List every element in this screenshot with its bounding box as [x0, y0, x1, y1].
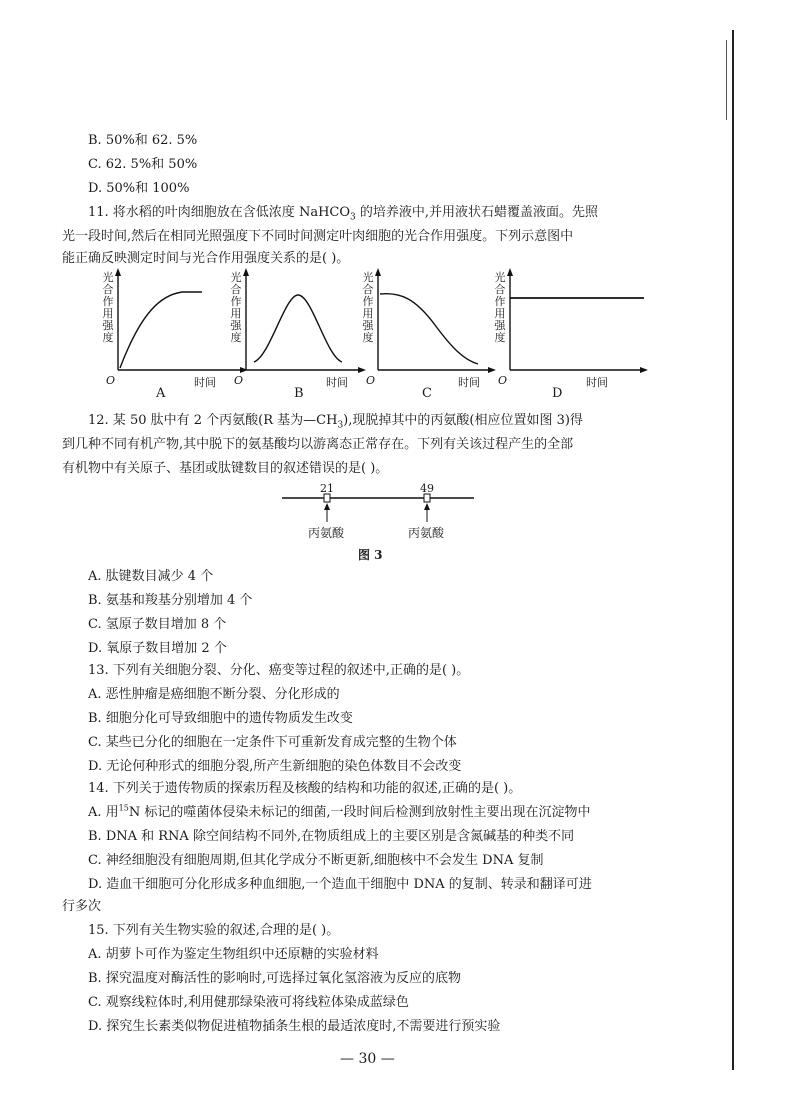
chart-b-xlabel: 时间 — [326, 376, 348, 389]
q15-option-d: D. 探究生长素类似物促进植物插条生根的最适浓度时,不需要进行预实验 — [88, 1019, 501, 1034]
q13-option-a: A. 恶性肿瘤是癌细胞不断分裂、分化形成的 — [88, 687, 340, 702]
prev-option-c: C. 62. 5%和 50% — [88, 157, 198, 172]
q15-stem: 15. 下列有关生物实验的叙述,合理的是( )。 — [88, 923, 340, 938]
chart-b-y-arrow — [243, 268, 249, 276]
figure-3-label-1: 丙氨酸 — [308, 526, 345, 540]
q13-option-b: B. 细胞分化可导致细胞中的遗传物质发生改变 — [88, 711, 353, 726]
chart-d-x-arrow — [640, 367, 648, 373]
figure-3-caption: 图 3 — [358, 548, 383, 562]
q12-stem-line-3: 有机物中有关原子、基团或肽键数目的叙述错误的是( )。 — [62, 461, 389, 476]
chart-c-caption: C — [422, 386, 432, 401]
chart-d-origin: O — [498, 374, 508, 387]
chart-c-xlabel: 时间 — [458, 376, 480, 389]
figure-3-label-2: 丙氨酸 — [408, 526, 445, 540]
figure-3-pos-49: 49 — [420, 482, 434, 495]
chart-d — [494, 270, 654, 402]
q13-option-c: C. 某些已分化的细胞在一定条件下可重新发育成完整的生物个体 — [88, 735, 457, 750]
page-number: — 30 — — [340, 1051, 395, 1067]
chart-a-origin: O — [106, 374, 116, 387]
chart-b-curve — [254, 295, 342, 362]
figure-3-pos-21: 21 — [320, 482, 334, 495]
q13-option-d: D. 无论何种形式的细胞分裂,所产生新细胞的染色体数目不会改变 — [88, 759, 462, 774]
q13-stem: 13. 下列有关细胞分裂、分化、癌变等过程的叙述中,正确的是( )。 — [88, 663, 470, 678]
q15-option-a: A. 胡萝卜可作为鉴定生物组织中还原糖的实验材料 — [88, 947, 379, 962]
chart-b-caption: B — [294, 386, 304, 401]
chart-b-ylabel: 光合作用强度 — [230, 271, 242, 344]
q14-option-b: B. DNA 和 RNA 除空间结构不同外,在物质组成上的主要区别是含氮碱基的种类不同 — [88, 829, 575, 844]
q12-option-c: C. 氢原子数目增加 8 个 — [88, 617, 227, 632]
chart-a-xlabel: 时间 — [194, 376, 216, 389]
scan-edge-line — [732, 30, 734, 1070]
q14-option-d-line-2: 行多次 — [62, 899, 102, 914]
q15-option-c: C. 观察线粒体时,利用健那绿染液可将线粒体染成蓝绿色 — [88, 995, 409, 1010]
q14-option-d-line-1: D. 造血干细胞可分化形成多种血细胞,一个造血干细胞中 DNA 的复制、转录和翻译可进 — [88, 877, 592, 892]
chart-a-curve — [120, 292, 202, 368]
arrow-49-head — [424, 503, 430, 510]
chart-a-caption: A — [156, 386, 166, 401]
chart-c-plot — [360, 270, 510, 402]
chart-d-plot — [494, 270, 654, 402]
q12-option-d: D. 氧原子数目增加 2 个 — [88, 641, 227, 656]
chart-a-y-arrow — [115, 268, 121, 276]
chart-d-y-arrow — [507, 268, 513, 276]
q11-stem-line-1: 11. 将水稻的叶肉细胞放在含低浓度 NaHCO$_3$ 的培养液中,并用液状石蜡覆盖液面。先照 — [88, 205, 599, 223]
q14-option-c: C. 神经细胞没有细胞周期,但其化学成分不断更新,细胞核中不会发生 DNA 复制 — [88, 853, 544, 868]
chart-c-curve — [380, 294, 478, 364]
chart-b-origin: O — [234, 374, 244, 387]
q11-stem-line-2: 光一段时间,然后在相同光照强度下不同时间测定叶肉细胞的光合作用强度。下列示意图中 — [62, 229, 574, 244]
q11-stem-line-3: 能正确反映测定时间与光合作用强度关系的是( )。 — [62, 251, 350, 266]
chart-c — [360, 270, 510, 402]
q12-stem-line-1: 12. 某 50 肽中有 2 个丙氨酸(R 基为$—CH_3$),现脱掉其中的丙氨酸(相应位置如图 3)得 — [88, 413, 583, 431]
chart-d-xlabel: 时间 — [586, 376, 608, 389]
chart-b — [230, 270, 380, 402]
chart-a-ylabel: 光合作用强度 — [102, 271, 114, 344]
chart-d-ylabel: 光合作用强度 — [494, 271, 506, 344]
chart-b-plot — [230, 270, 380, 402]
q12-option-b: B. 氨基和羧基分别增加 4 个 — [88, 593, 253, 608]
chart-c-y-arrow — [375, 268, 381, 276]
q12-option-a: A. 肽键数目减少 4 个 — [88, 569, 214, 584]
q14-option-a: A. 用$^{15}$N 标记的噬菌体侵染未标记的细菌,一段时间后检测到放射性主要出现在沉淀物中 — [88, 803, 591, 820]
prev-option-b: B. 50%和 62. 5% — [88, 133, 198, 148]
chart-c-origin: O — [366, 374, 376, 387]
q15-option-b: B. 探究温度对酶活性的影响时,可选择过氧化氢溶液为反应的底物 — [88, 971, 461, 986]
arrow-21-head — [324, 503, 330, 510]
prev-option-d: D. 50%和 100% — [88, 181, 190, 196]
chart-d-caption: D — [552, 386, 563, 401]
chart-c-ylabel: 光合作用强度 — [362, 271, 374, 344]
q14-stem: 14. 下列关于遗传物质的探索历程及核酸的结构和功能的叙述,正确的是( )。 — [88, 781, 522, 796]
scan-edge-line-short — [726, 40, 727, 120]
q12-stem-line-2: 到几种不同有机产物,其中脱下的氨基酸均以游离态正常存在。下列有关该过程产生的全部 — [62, 437, 574, 452]
